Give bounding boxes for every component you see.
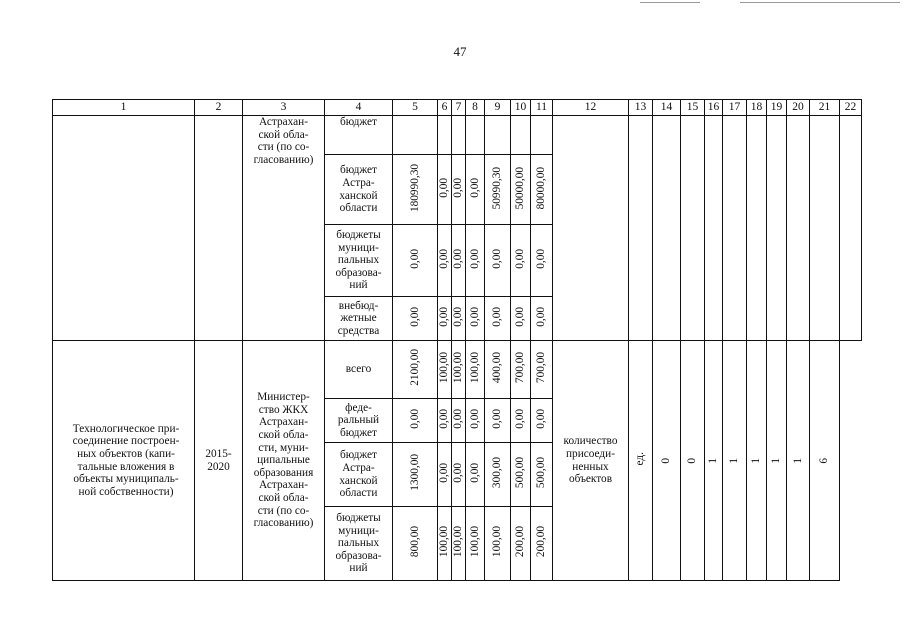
value-cell: 0,00 [531,225,553,297]
header-cell: 4 [325,100,393,116]
year-cell [767,116,787,341]
scan-mark [640,2,700,3]
value-cell: 0,00 [485,399,511,443]
measure-name-cell: Технологическое при- соединение построен- ных объектов (капи- тальные вложения в объекты муниципаль- ной собственности) [53,341,195,581]
value-cell: 50990,30 [485,155,511,225]
value-cell: 100,00 [438,341,452,399]
value-cell: 0,00 [466,297,485,341]
year-cell [723,116,747,341]
value-cell: 80000,00 [531,155,553,225]
value-cell: 0,00 [438,225,452,297]
year-cell: 1 [705,341,723,581]
value-cell: 0,00 [511,297,531,341]
year-cell [747,116,767,341]
table-row [53,341,862,399]
value-cell: 0,00 [452,225,466,297]
value-cell: 100,00 [438,507,452,581]
year-cell [810,116,840,341]
value-cell: 0,00 [393,297,438,341]
unit-cell: ед. [629,341,653,581]
year-cell [705,116,723,341]
header-cell: 21 [810,100,840,116]
header-cell: 7 [452,100,466,116]
header-cell: 3 [243,100,325,116]
indicator-cell: количество присоеди- ненных объектов [553,341,629,581]
unit-cell [629,116,653,341]
scan-mark [740,2,900,3]
value-cell: 1300,00 [393,443,438,507]
value-cell: 180990,30 [393,155,438,225]
period-cell: 2015- 2020 [195,341,243,581]
source-cell: бюджет Астра- ханской области [325,443,393,507]
header-cell: 9 [485,100,511,116]
value-cell: 0,00 [438,297,452,341]
value-cell: 0,00 [466,155,485,225]
value-cell: 0,00 [511,225,531,297]
header-cell: 13 [629,100,653,116]
value-cell: 100,00 [466,507,485,581]
value-cell: 300,00 [485,443,511,507]
header-cell: 12 [553,100,629,116]
year-cell: 0 [653,341,681,581]
header-cell: 20 [787,100,810,116]
year-cell [681,116,705,341]
header-cell: 17 [723,100,747,116]
value-cell: 100,00 [466,341,485,399]
source-cell: феде- ральный бюджет [325,399,393,443]
value-cell: 0,00 [485,297,511,341]
program-table [52,99,862,581]
executor-cell [243,116,325,341]
value-cell: 0,00 [511,399,531,443]
value-cell [393,116,438,155]
source-cell: бюджеты муници- пальных образова- ний [325,507,393,581]
value-cell: 500,00 [531,443,553,507]
page-number: 47 [453,44,467,59]
value-cell [466,116,485,155]
header-cell: 22 [840,100,862,116]
header-cell: 14 [653,100,681,116]
year-cell: 6 [810,341,840,581]
executor-cell: Министер- ство ЖКХ Астрахан- ской обла- сти, муни- ципальные образования Астрахан- ской обла- сти (по со- гласованию) [243,341,325,581]
value-cell: 700,00 [511,341,531,399]
value-cell: 0,00 [452,399,466,443]
value-cell: 400,00 [485,341,511,399]
value-cell: 0,00 [393,399,438,443]
indicator-cell [553,116,629,341]
value-cell [531,116,553,155]
value-cell: 0,00 [531,297,553,341]
table-row [53,116,862,155]
year-cell: 1 [723,341,747,581]
source-cell: всего [325,341,393,399]
header-cell: 8 [466,100,485,116]
value-cell [438,116,452,155]
header-cell: 16 [705,100,723,116]
value-cell: 200,00 [531,507,553,581]
year-cell: 1 [787,341,810,581]
value-cell: 0,00 [466,399,485,443]
source-cell: бюджет Астра- ханской области [325,155,393,225]
header-cell: 1 [53,100,195,116]
value-cell [452,116,466,155]
header-cell: 5 [393,100,438,116]
value-cell: 100,00 [452,341,466,399]
value-cell: 800,00 [393,507,438,581]
value-cell: 0,00 [438,399,452,443]
value-cell: 0,00 [438,443,452,507]
value-cell: 0,00 [452,155,466,225]
source-cell: внебюд- жетные средства [325,297,393,341]
value-cell: 2100,00 [393,341,438,399]
value-cell: 100,00 [452,507,466,581]
executor-text: Астрахан- ской обла- сти (по со- гласованию) [253,116,314,166]
value-cell: 0,00 [485,225,511,297]
header-cell: 15 [681,100,705,116]
value-cell: 0,00 [452,443,466,507]
year-cell [653,116,681,341]
header-cell: 2 [195,100,243,116]
header-cell: 19 [767,100,787,116]
header-cell: 10 [511,100,531,116]
value-cell: 0,00 [438,155,452,225]
header-cell: 18 [747,100,767,116]
year-cell [840,116,862,341]
value-cell [511,116,531,155]
value-cell: 0,00 [466,225,485,297]
year-cell: 1 [767,341,787,581]
header-cell: 11 [531,100,553,116]
value-cell: 100,00 [485,507,511,581]
source-cell: бюджет [325,116,393,155]
value-cell: 0,00 [393,225,438,297]
year-cell [787,116,810,341]
value-cell: 700,00 [531,341,553,399]
value-cell: 50000,00 [511,155,531,225]
year-cell: 0 [681,341,705,581]
header-row [53,100,862,116]
measure-name-cell [53,116,195,341]
value-cell: 200,00 [511,507,531,581]
year-cell: 1 [747,341,767,581]
period-cell [195,116,243,341]
value-cell: 0,00 [466,443,485,507]
value-cell: 0,00 [452,297,466,341]
value-cell: 500,00 [511,443,531,507]
header-cell: 6 [438,100,452,116]
value-cell: 0,00 [531,399,553,443]
source-cell: бюджеты муници- пальных образова- ний [325,225,393,297]
value-cell [485,116,511,155]
